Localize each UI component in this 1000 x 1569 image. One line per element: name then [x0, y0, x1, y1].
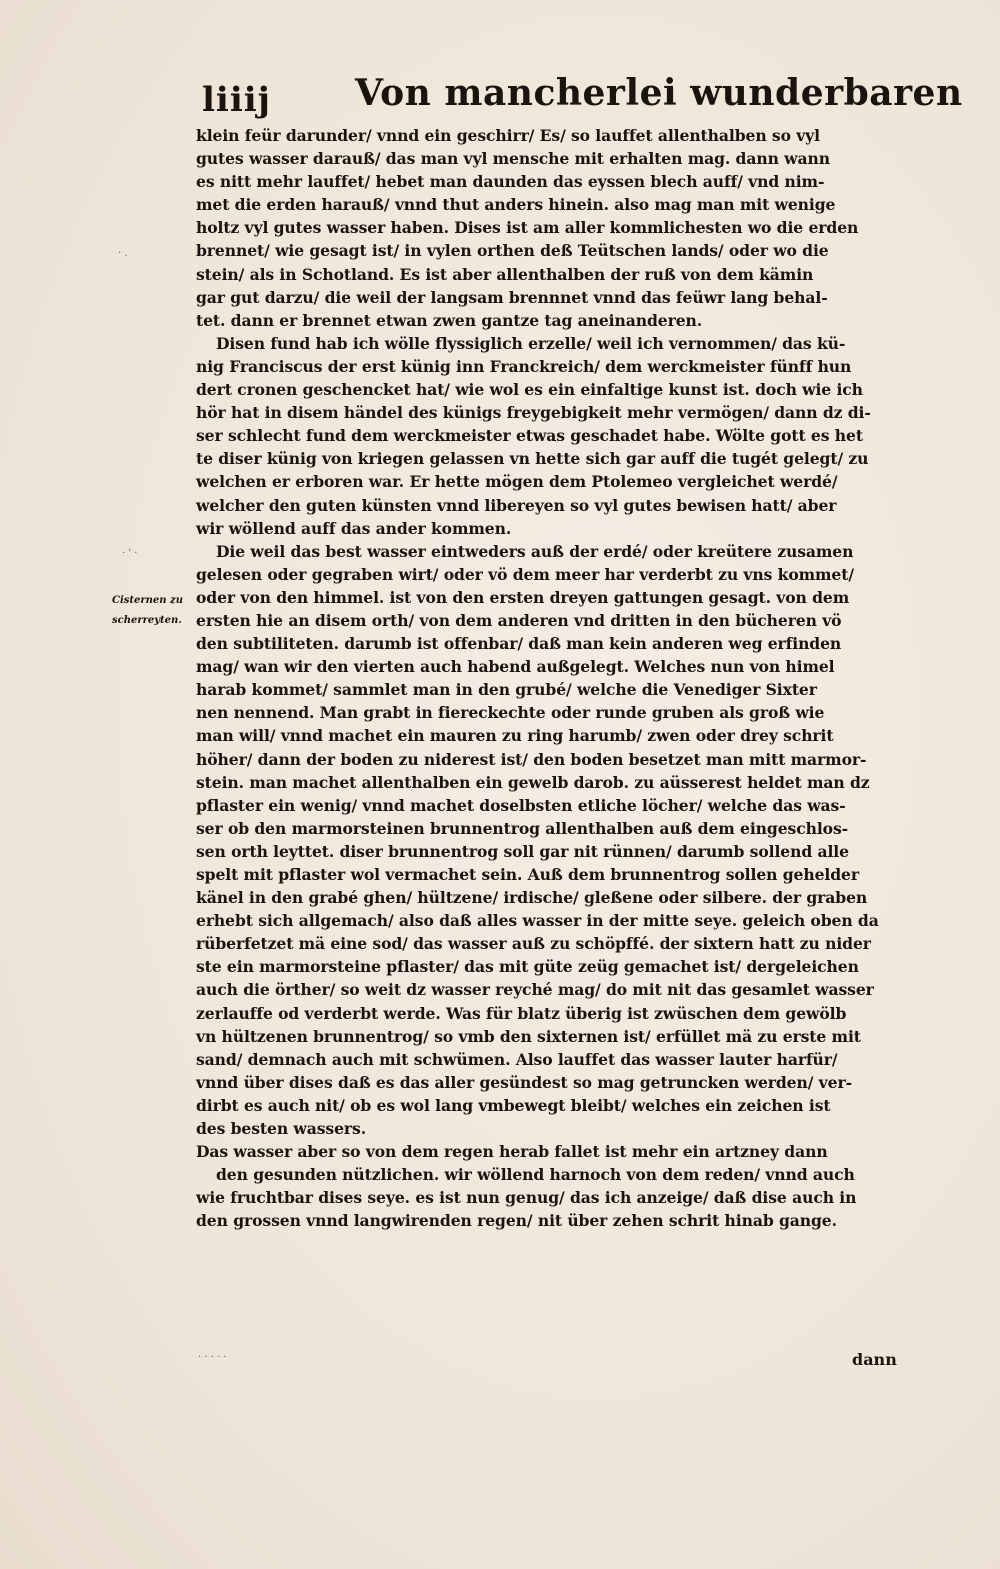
- text-line: welchen er erboren war. Er hette mögen dem Ptolemeo vergleichet werdé/: [196, 472, 838, 492]
- text-line: Die weil das best wasser eintweders auß der erdé/ oder kreütere zusamen: [216, 541, 854, 561]
- folio-number: liiij: [202, 80, 271, 120]
- text-line: te diser künig von kriegen gelassen vn hette sich gar auff die tugét gelegt/ zu: [196, 449, 869, 469]
- text-line: ser ob den marmorsteinen brunnentrog allenthalben auß dem eingeschlos-: [196, 818, 849, 838]
- margin-note-line: Cisternen zu: [112, 595, 183, 606]
- text-line: sand/ demnach auch mit schwümen. Also lauffet das wasser lauter harfür/: [196, 1049, 838, 1069]
- decorative-specks: · · · · ·: [198, 1352, 227, 1363]
- text-line: des besten wassers.: [196, 1119, 367, 1139]
- text-line: ser schlecht fund dem werckmeister etwas geschadet habe. Wölte gott es het: [196, 426, 863, 446]
- text-line: Das wasser aber so von dem regen herab fallet ist mehr ein artzney dann: [196, 1142, 828, 1162]
- text-line: dert cronen geschencket hat/ wie wol es ein einfaltige kunst ist. doch wie ich: [196, 380, 863, 400]
- text-line: mag/ wan wir den vierten auch habend außgelegt. Welches nun von himel: [196, 657, 835, 677]
- text-line: wie fruchtbar dises seye. es ist nun genug/ das ich anzeige/ daß dise auch in: [196, 1188, 857, 1208]
- text-line: känel in den grabé ghen/ hültzene/ irdische/ gleßene oder silbere. der graben: [196, 888, 868, 908]
- text-line: ste ein marmorsteine pflaster/ das mit güte zeüg gemachet ist/ dergeleichen: [196, 957, 859, 977]
- main-text-block: [196, 124, 966, 1233]
- text-line: wir wöllend auff das ander kommen.: [196, 518, 512, 538]
- text-line: erhebt sich allgemach/ also daß alles wasser in der mitte seye. geleich oben da: [196, 911, 879, 931]
- text-line: gelesen oder gegraben wirt/ oder vö dem meer har verderbt zu vns kommet/: [196, 564, 854, 584]
- text-line: hör hat in disem händel des künigs freygebigkeit mehr vermögen/ dann dz di-: [196, 403, 871, 423]
- running-title: Von mancherlei wunderbaren: [355, 72, 963, 114]
- text-line: rüberfetzet mä eine sod/ das wasser auß zu schöpffé. der sixtern hatt zu nider: [196, 934, 871, 954]
- text-line: man will/ vnnd machet ein mauren zu ring harumb/ zwen oder drey schrit: [196, 726, 834, 746]
- text-line: sen orth leyttet. diser brunnentrog soll gar nit rünnen/ darumb sollend alle: [196, 841, 849, 861]
- margin-note: [112, 588, 192, 634]
- decorative-specks: · .: [118, 248, 128, 259]
- text-line: stein. man machet allenthalben ein gewelb darob. zu aüsserest heldet man dz: [196, 772, 870, 792]
- text-line: harab kommet/ sammlet man in den grubé/ welche die Venediger Sixter: [196, 680, 817, 700]
- text-line: nen nennend. Man grabt in fiereckechte oder runde gruben als groß wie: [196, 703, 825, 723]
- text-line: vn hültzenen brunnentrog/ so vmb den sixternen ist/ erfüllet mä zu erste mit: [196, 1026, 861, 1046]
- text-line: auch die örther/ so weit dz wasser reyché mag/ do mit nit das gesamlet wasser: [196, 980, 874, 1000]
- text-line: gar gut darzu/ die weil der langsam brennnet vnnd das feüwr lang behal-: [196, 287, 828, 307]
- text-line: den grossen vnnd langwirenden regen/ nit über zehen schrit hinab gange.: [196, 1211, 837, 1231]
- text-line: gutes wasser darauß/ das man vyl mensche mit erhalten mag. dann wann: [196, 149, 830, 169]
- text-line: den gesunden nützlichen. wir wöllend harnoch von dem reden/ vnnd auch: [216, 1165, 855, 1185]
- margin-note-line: scherreyten.: [112, 615, 182, 626]
- text-line: pflaster ein wenig/ vnnd machet doselbsten etliche löcher/ welche das was-: [196, 795, 846, 815]
- text-line: spelt mit pflaster wol vermachet sein. Auß dem brunnentrog sollen gehelder: [196, 865, 859, 884]
- text-line: klein feür darunder/ vnnd ein geschirr/ Es/ so lauffet allenthalben so vyl: [196, 126, 820, 145]
- text-line: vnnd über dises daß es das aller gesündest so mag getruncken werden/ ver-: [196, 1072, 852, 1092]
- text-line: holtz vyl gutes wasser haben. Dises ist am aller kommlichesten wo die erden: [196, 218, 859, 238]
- catchword: dann: [852, 1350, 897, 1369]
- text-line: oder von den himmel. ist von den ersten dreyen gattungen gesagt. von dem: [196, 587, 850, 607]
- decorative-specks: · ' ·: [122, 548, 138, 559]
- text-line: stein/ als in Schotland. Es ist aber allenthalben der ruß von dem kämin: [196, 264, 814, 284]
- text-line: brennet/ wie gesagt ist/ in vylen orthen deß Teütschen lands/ oder wo die: [196, 241, 829, 261]
- text-line: es nitt mehr lauffet/ hebet man daunden das eyssen blech auff/ vnd nim-: [196, 172, 825, 192]
- text-line: höher/ dann der boden zu niderest ist/ den boden besetzet man mitt marmor-: [196, 749, 867, 769]
- text-line: tet. dann er brennet etwan zwen gantze tag aneinanderen.: [196, 310, 703, 330]
- text-line: welcher den guten künsten vnnd libereyen so vyl gutes bewisen hatt/ aber: [196, 495, 837, 515]
- text-line: zerlauffe od verderbt werde. Was für blatz überig ist zwüschen dem gewölb: [196, 1003, 847, 1023]
- text-line: Disen fund hab ich wölle flyssiglich erzelle/ weil ich vernommen/ das kü-: [216, 333, 846, 353]
- text-line: ersten hie an disem orth/ von dem anderen vnd dritten in den bücheren vö: [196, 610, 842, 630]
- text-line: met die erden harauß/ vnnd thut anders hinein. also mag man mit wenige: [196, 195, 836, 215]
- text-line: den subtiliteten. darumb ist offenbar/ daß man kein anderen weg erfinden: [196, 634, 842, 654]
- text-line: dirbt es auch nit/ ob es wol lang vmbewegt bleibt/ welches ein zeichen ist: [196, 1095, 831, 1115]
- text-line: nig Franciscus der erst künig inn Franckreich/ dem werckmeister fünff hun: [196, 356, 852, 376]
